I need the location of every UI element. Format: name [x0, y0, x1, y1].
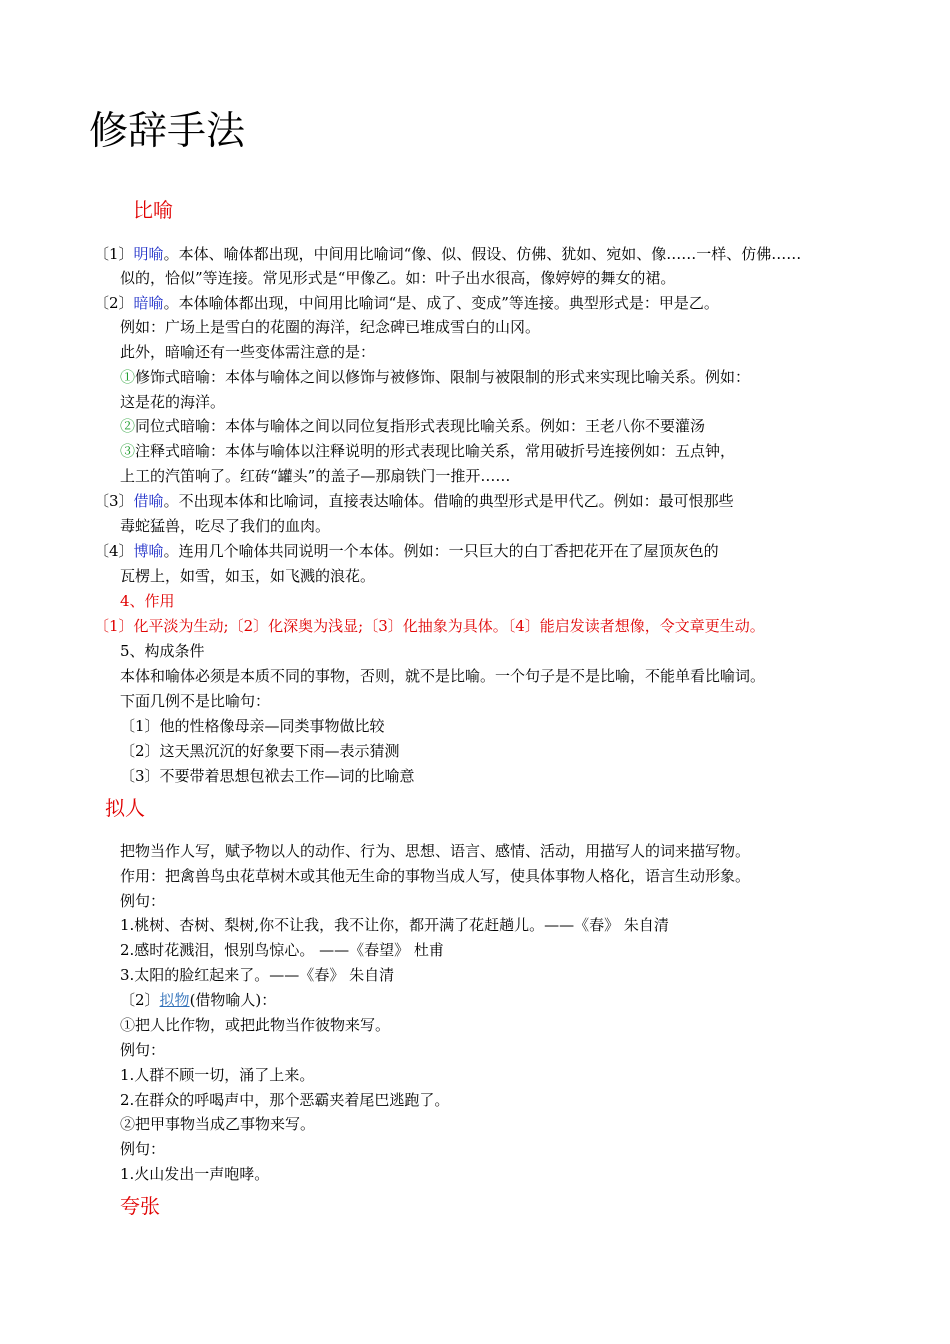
term-anyu: 暗喻 [133, 294, 164, 312]
biyu-line-2: 似的，恰似”等连接。常见形式是“甲像乙。如：叶子出水很高，像婷婷的舞女的裙。 [120, 269, 676, 287]
biyu-line-5: 此外，暗喻还有一些变体需注意的是： [120, 343, 376, 361]
term-mingyu: 明喻 [133, 245, 164, 263]
page-title: 修辞手法 [89, 109, 246, 154]
niren-line-14: 1.火山发出一声咆哮。 [120, 1165, 270, 1183]
section-heading-kuazhang: 夸张 [120, 1194, 160, 1218]
biyu-line-7: 这是花的海洋。 [120, 393, 226, 411]
niren-line-1: 把物当作人写，赋予物以人的动作、行为、思想、语言、感情、活动，用描写人的词来描写物。 [120, 842, 751, 860]
niren-line-5: 2.感时花溅泪，恨别鸟惊心。 ——《春望》 杜甫 [120, 941, 444, 959]
biyu-line-1: 〔1〕明喻。本体、喻体都出现，中间用比喻词“像、似、假设、仿佛、犹如、宛如、像……一样、仿佛…… [94, 245, 802, 263]
niren-line-9: 例句： [120, 1041, 166, 1059]
biyu-line-12: 毒蛇猛兽，吃尽了我们的血肉。 [120, 517, 331, 535]
niren-line-4: 1.桃树、杏树、梨树,你不让我，我不让你，都开满了花赶趟儿。——《春》 朱自清 [120, 916, 669, 934]
niren-line-7: 〔2〕拟物(借物喻人)： [120, 991, 277, 1009]
biyu-line-21: 〔2〕这天黑沉沉的好象要下雨—表示猜测 [120, 742, 400, 760]
niren-line-8: ①把人比作物，或把此物当作彼物来写。 [120, 1016, 391, 1034]
term-jieyu: 借喻 [133, 492, 164, 510]
term-boyu: 博喻 [133, 542, 164, 560]
biyu-subheading-conditions: 5、构成条件 [120, 642, 205, 660]
item-number: 〔2〕 [94, 294, 134, 312]
biyu-line-11: 〔3〕借喻。不出现本体和比喻词，直接表达喻体。借喻的典型形式是甲代乙。例如：最可恨那些 [94, 492, 734, 510]
biyu-function-list: 〔1〕化平淡为生动;〔2〕化深奥为浅显;〔3〕化抽象为具体。〔4〕能启发读者想像，令文章更生动。 [94, 617, 765, 635]
biyu-line-14: 瓦楞上，如雪，如玉，如飞溅的浪花。 [120, 567, 376, 585]
item-number: 〔1〕 [94, 245, 134, 263]
biyu-line-10: 上工的汽笛响了。红砖“罐头”的盖子—那扇铁门一推开…… [120, 467, 511, 485]
circled-number-2: ② [120, 417, 136, 435]
niren-line-6: 3.太阳的脸红起来了。——《春》 朱自清 [120, 966, 395, 984]
biyu-line-6: ①修饰式暗喻：本体与喻体之间以修饰与被修饰、限制与被限制的形式来实现比喻关系。例如： [120, 368, 751, 386]
section-heading-niren: 拟人 [105, 796, 145, 820]
niwu-link[interactable]: 拟物 [159, 991, 190, 1009]
biyu-line-22: 〔3〕不要带着思想包袱去工作—词的比喻意 [120, 767, 415, 785]
biyu-line-19: 下面几例不是比喻句： [120, 692, 271, 710]
biyu-line-8: ②同位式暗喻：本体与喻体之间以同位复指形式表现比喻关系。例如：王老八你不要灌汤 [120, 417, 706, 435]
circled-number-3: ③ [120, 442, 136, 460]
biyu-line-20: 〔1〕他的性格像母亲—同类事物做比较 [120, 717, 385, 735]
niren-line-2: 作用：把禽兽鸟虫花草树木或其他无生命的事物当成人写，使具体事物人格化，语言生动形象。 [120, 867, 751, 885]
item-number: 〔3〕 [94, 492, 134, 510]
niren-line-13: 例句： [120, 1140, 166, 1158]
niren-line-11: 2.在群众的呼喝声中，那个恶霸夹着尾巴逃跑了。 [120, 1091, 450, 1109]
biyu-line-9: ③注释式暗喻：本体与喻体以注释说明的形式表现比喻关系，常用破折号连接例如：五点钟， [120, 442, 736, 460]
biyu-line-3: 〔2〕暗喻。本体喻体都出现，中间用比喻词“是、成了、变成”等连接。典型形式是：甲是乙。 [94, 294, 719, 312]
item-number: 〔2〕 [120, 991, 160, 1009]
biyu-line-13: 〔4〕博喻。连用几个喻体共同说明一个本体。例如：一只巨大的白丁香把花开在了屋顶灰色的 [94, 542, 719, 560]
biyu-subheading-function: 4、作用 [120, 592, 175, 610]
niren-line-12: ②把甲事物当成乙事物来写。 [120, 1115, 316, 1133]
circled-number-1: ① [120, 368, 136, 386]
section-heading-biyu: 比喻 [133, 198, 173, 222]
niren-line-3: 例句： [120, 892, 166, 910]
biyu-line-18: 本体和喻体必须是本质不同的事物，否则，就不是比喻。一个句子是不是比喻，不能单看比喻词。 [120, 667, 766, 685]
biyu-line-4: 例如：广场上是雪白的花圈的海洋，纪念碑已堆成雪白的山冈。 [120, 318, 541, 336]
item-number: 〔4〕 [94, 542, 134, 560]
niren-line-10: 1.人群不顾一切，涌了上来。 [120, 1066, 315, 1084]
